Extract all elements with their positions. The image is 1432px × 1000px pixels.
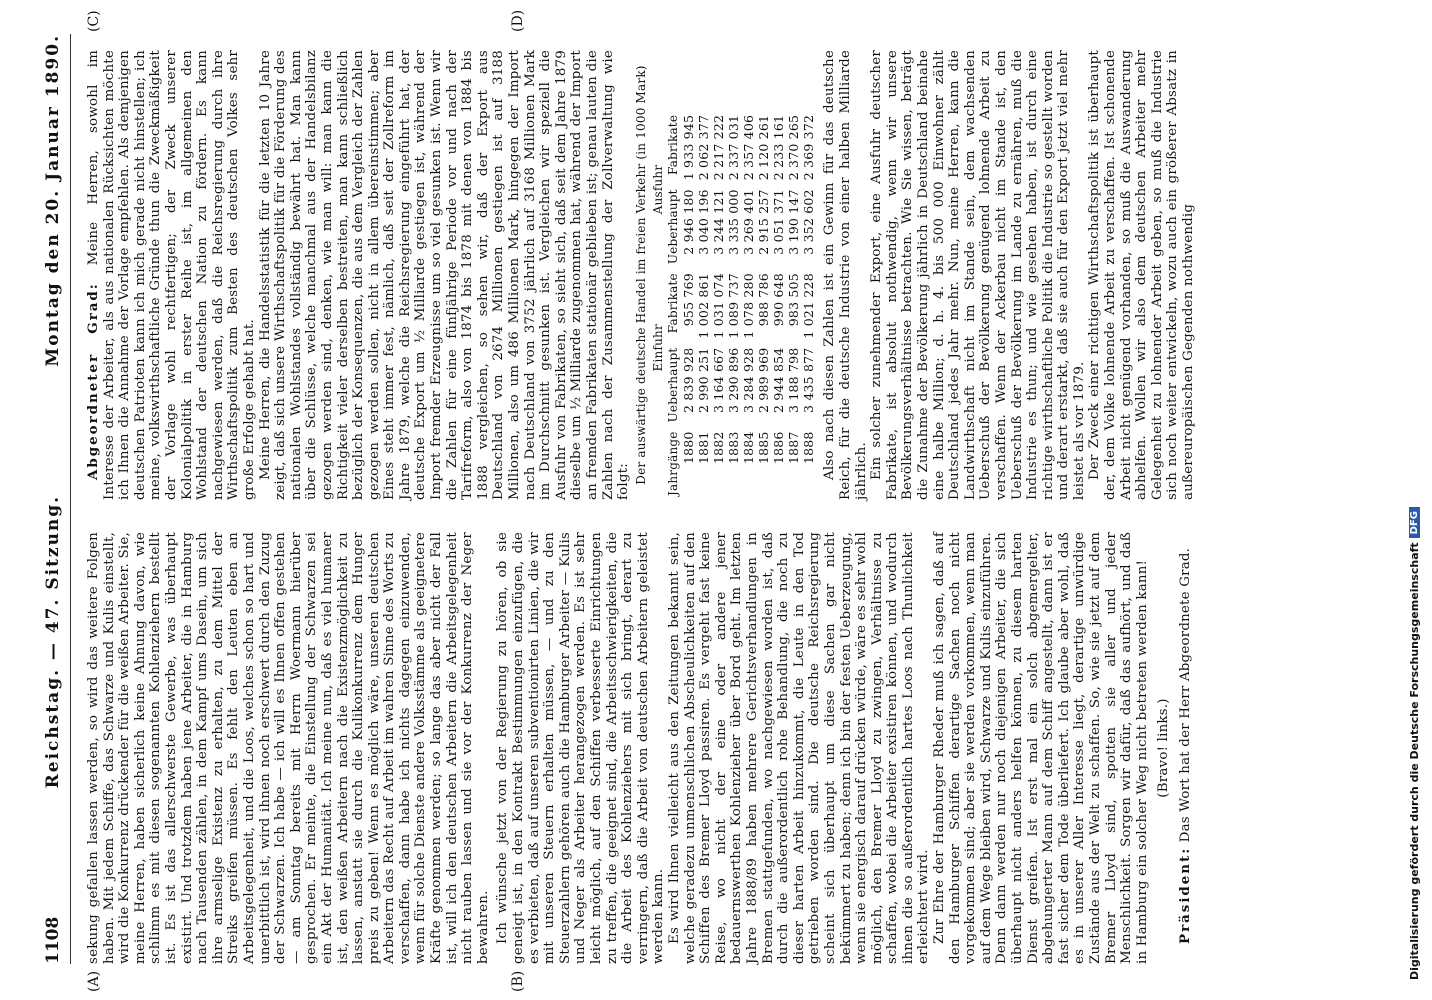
left-paragraph-3: Es wird Ihnen vielleicht aus den Zeitungen bekannt sein, welche geradezu unmenschlichen Abscheulichkeiten auf den Schiffen des Bremer Lloyd passiren. Es vergeht fast keine Reise, wo nicht der eine oder andere jener bedauernswerthen Kohlenzieher über Bord geht. Im letzten Jahre 1888/89 haben mehrere Gerichtsverhandlungen in Bremen stattgefunden, wo nachgewiesen worden ist, daß durch die außerordentlich rohe Behandlung, die noch zu dieser harten Arbeit hinzukommt, die Leute in den Tod getrieben worden sind. Die deutsche Reichsregierung scheint sich überhaupt um diese Sachen gar nicht bekümmert zu haben; denn ich bin der festen Ueberzeugung, wenn sie energisch darauf drücken würde, wäre es sehr wohl möglich, den Bremer Lloyd zu zwingen, Verhältnisse zu schaffen, wobei die Arbeiter existiren können, und wodurch ihnen die so außerordentlich hartes Loos nach Thunlichkeit erleichtert wird. [666,532,932,964]
margin-mark-b: (B) [510,970,526,992]
applause-note: (Bravo! links.) [1156,698,1172,798]
credit-text: Digitalisierung gefördert durch die Deutsche Forschungsgemeinschaft [1408,542,1421,980]
table-cell: 1881 [696,431,712,465]
table-group-export: Ausfuhr [651,164,666,215]
left-paragraph-2: Ich wünsche jetzt von der Regierung zu hören, ob sie geneigt ist, in den Kontrakt Bestimmungen einzufügen, die es verbieten, daß auf unseren subventionirten Linien, die wir mit unseren Steuern erhalten müssen, — und zu den Steuerzahlern gehören auch die Hamburger Arbeiter — Kulis und Neger als Arbeiter herangezogen werden. Es ist sehr leicht möglich, auf den Schiffen verbesserte Einrichtungen zu treffen, die geeignet sind, die Arbeitsschwierigkeiten, die die Arbeit des Kohlenziehers mit sich bringt, derart zu verringern, daß die Arbeit von deutschen Arbeitern geleistet werden kann. [495,532,667,964]
table-cell: 3 040 196 [696,189,712,255]
table-cell: 2 120 261 [756,114,772,181]
table-row [696,106,711,496]
right-paragraph-4: Ein solcher zunehmender Export, eine Ausfuhr deutscher Fabrikate, ist absolut nothwendig, wenn wir unsere Bevölkerungsverhältnisse betrachten. Wie Sie wissen, beträgt die Zunahme der Bevölkerung jährlich in Deutschland beinahe eine halbe Million; d. h. 4. bis 500 000 Einwohner zählt Deutschland jedes Jahr mehr. Nun, meine Herren, kann die Landwirthschaft nicht im Stande sein, dem wachsenden Ueberschuß der Bevölkerung genügend lohnende Arbeit zu verschaffen. Wenn der Ackerbau nicht im Stande ist, den Ueberschuß der Bevölkerung im Lande zu ernähren, muß die Industrie es thun; und wie gesehen haben, ist durch eine richtige wirthschaftliche Politik die Industrie so gestellt worden und derart erstarkt, daß sie auch für den Export jetzt viel mehr leistet als vor 1879. [869,50,1087,500]
table-header-cell: Jahrgänge [666,431,681,496]
table-cell: 1 021 228 [801,273,817,339]
table-caption: Der auswärtige deutsche Handel im freien Verkehr (in 1000 Mark) [633,65,648,485]
table-cell: 3 188 798 [786,347,802,413]
table-cell: 983 505 [786,273,802,327]
table-cell: 1 089 737 [726,273,742,339]
table-cell: 1886 [771,431,787,465]
table-cell: 3 435 877 [801,347,817,413]
table-row [801,106,816,496]
table-cell: 2 990 251 [696,347,712,413]
table-cell: 3 290 896 [726,347,742,413]
table-cell: 988 786 [756,273,772,327]
table-row [771,106,786,496]
table-cell: 1 933 945 [681,114,697,181]
table-cell: 2 915 257 [756,189,772,255]
table-cell: 2 357 406 [741,114,757,181]
margin-mark-d: (D) [510,9,526,32]
table-cell: 2 337 031 [726,114,742,181]
margin-mark-a: (A) [86,970,102,992]
table-cell: 2 839 928 [681,347,697,413]
table-cell: 3 190 147 [786,189,802,255]
right-paragraph-5: Der Zweck einer richtigen Wirthschaftspolitik ist überhaupt der, dem Volke lohnende Arbeit zu verschaffen. Ist schonende Arbeit nicht genügend vorhanden, so muß die Auswanderung abhelfen. Wollen wir also dem deutschen Arbeiter mehr Gelegenheit zu lohnender Arbeit geben, so muß die Industrie sich noch weiter entwickeln, wozu auch ein größerer Absatz in außereuropäischen Gegenden nothwendig [1087,50,1197,500]
table-cell: 3 269 401 [741,189,757,255]
table-group-row [651,106,666,496]
table-header-cell: Fabrikate [666,273,681,334]
table-cell: 2 217 222 [711,114,727,181]
trade-table [651,106,816,496]
digitization-credit [1408,280,1428,980]
table-cell: 955 769 [681,273,697,327]
table-cell: 1884 [741,431,757,465]
left-paragraph-4: Zur Ehre der Hamburger Rheder muß ich sagen, daß auf den Hamburger Schiffen derartige Sachen noch nicht vorgekommen sind; aber sie werden vorkommen, wenn man auf dem Wege bleiben wird, Schwarze und Kulis einzuführen. Denn dann werden nur noch diejenigen Arbeiter, die sich überhaupt nicht anders helfen können, zu diesem harten Dienst greifen. Ist erst mal ein solch abgemergelter, abgehungerter Mann auf dem Schiff angestellt, dann ist er fast sicher dem Tode überliefert. Ich glaube aber wohl, daß es in unserer Aller Interesse liegt, derartige unwürdige Zustände aus der Welt zu schaffen. So, wie sie jetzt auf dem Bremer Lloyd sind, spotten sie aller und jeder Menschlichkeit. Sorgen wir dafür, daß das aufhört, und daß in Hamburg ein solcher Weg nicht betreten werden kann! [932,532,1150,964]
table-cell: 1888 [801,431,817,465]
table-cell: 1882 [711,431,727,465]
table-cell: 990 648 [771,273,787,327]
president-label: Präsident: [1176,846,1193,944]
header-title-left: Reichstag. — 47. Sitzung. [43,494,63,789]
table-cell: 1887 [786,431,802,465]
table-header-cell: Ueberhaupt [666,347,681,423]
president-text: Das Wort hat der Herr Abgeordnete Grad. [1177,547,1193,843]
table-cell: 1 078 280 [741,273,757,339]
table-cell: 2 062 377 [696,114,712,181]
table-group-blank [651,422,666,496]
table-cell: 3 352 602 [801,189,817,255]
table-cell: 3 051 371 [771,189,787,255]
left-column [86,532,1194,964]
table-cell: 2 369 372 [801,114,817,181]
table-row [681,106,696,496]
table-row [786,106,801,496]
table-header-row [666,106,681,496]
table-row [711,106,726,496]
table-row [756,106,771,496]
table-cell: 1 002 861 [696,273,712,339]
page-header [40,34,66,964]
table-row [741,106,756,496]
table-cell: 1885 [756,431,772,465]
table-cell: 2 370 265 [786,114,802,181]
margin-mark-c: (C) [86,10,102,32]
right-column [86,50,1197,500]
header-rule [70,34,71,964]
table-cell: 1883 [726,431,742,465]
table-group-import: Einfuhr [651,324,666,372]
table-cell: 1880 [681,431,697,465]
right-paragraph-3: Also nach diesen Zahlen ist ein Gewinn für das deutsche Reich, für die deutsche Industrie von einer halben Milliarde jährlich. [822,50,869,500]
table-row [726,106,741,496]
right-paragraph-2: Meine Herren, die Handelsstatistik für die letzten 10 Jahre zeigt, daß sich unsere Wirthschaftspolitik für die Förderung des nationalen Wohlstandes vollständig bewährt hat. Man kann über die Schlüsse, welche manchmal aus der Handelsbilanz gezogen werden sind, denken, wie man will: man kann die Richtigkeit vieler derselben bestreiten, man kann schließlich bezüglich der Konsequenzen, die aus dem Vergleich der Zahlen gezogen werden sollen, nicht in allem übereinstimmen; aber Eines steht immer fest, nämlich, daß seit der Zollreform im Jahre 1879, welche die Reichsregierung eingeführt hat, der deutsche Export um ½ Milliarde gestiegen ist, während der Import fremder Erzeugnisse um so viel gesunken ist. Wenn wir die Zahlen für eine fünfjährige Periode vor und nach der Tarifreform, also von 1874 bis 1878 mit denen von 1884 bis 1888 vergleichen, so sehen wir, daß der Export aus Deutschland von 2674 Millionen gestiegen ist auf 3188 Millionen, also um 486 Millionen Mark, hingegen der Import nach Deutschland von 3752 jährlich auf 3168 Millionen Mark im Durchschnitt gesunken ist. Vergleichen wir speziell die Ausfuhr von Fabrikaten, so sieht sich, daß seit dem Jahre 1879 dieselbe um ½ Milliarde zugenommen hat, während der Import an fremden Fabrikaten stationär geblieben ist; genau lauten die Zahlen nach der Zusammenstellung der Zollverwaltung wie folgt: [257,50,632,500]
president-statement [1178,532,1194,964]
left-paragraph-1: sekung gefallen lassen werden, so wird das weitere Folgen haben. Mit jedem Schiffe, das Schwarze und Kulis einstellt, wird die Konkurrenz drückender für die weißen Arbeiter. Sie, meine Herren, haben sicherlich keine Ahnung davon, wie schlimm es mit diesen sogenannten Kohlenziehern bestellt ist. Es ist das allerschwerste Gewerbe, was überhaupt existirt. Und trotzdem haben jene Arbeiter, die in Hamburg nach Tausenden zählen, in dem Kampf ums Dasein, um sich ihre armselige Existenz zu erhalten, zu dem Mittel der Streiks greifen müssen. Es fehlt den Leuten eben an Arbeitsgelegenheit, und die Loos, welches schon so hart und unerbittlich ist, wird ihnen noch erschwert durch den Zuzug der Schwarzen. Ich habe — ich will es Ihnen offen gestehen — am Sonntag bereits mit Herrn Woermann hierüber gesprochen. Er meinte, die Einstellung der Schwarzen sei ein Akt der Humanität. Ich meine nun, daß es viel humaner ist, den weißen Arbeitern nach die Existenzmöglichkeit zu lassen, anstatt sie durch die Kulikonkurrenz dem Hunger preis zu geben! Wenn es möglich wäre, unseren deutschen Arbeitern das Recht auf Arbeit im wahren Sinne des Worts zu verschaffen, dann habe ich nichts dagegen einzuwenden, wenn für solche Dienste andere Volksstämme als geeignetere Kräfte genommen werden; so lange das aber nicht der Fall ist, will ich den deutschen Arbeitern die Arbeitsgelegenheit nicht rauben lassen und sie vor der Konkurrenz der Neger bewahren. [86,532,491,964]
table-cell: 3 335 000 [726,189,742,255]
table-header-cell: Ueberhaupt [666,189,681,265]
dfg-logo: DFG [1409,507,1420,538]
table-cell: 2 989 969 [756,347,772,413]
table-cell: 3 244 121 [711,189,727,255]
speaker-text: Meine Herren, sowohl im Interesse der Arbeiter, als aus nationalen Rücksichten möchte ich Ihnen die Annahme der Vorlage empfehlen. Als demjenigen deutschen Patrioten kann ich mich gerade nicht hinstellen; ich meine, volkswirthschaftliche Gründe thun die Zweckmäßigkeit der Vorlage wohl rechtfertigen; der Zweck unserer Kolonialpolitik in erster Reihe ist, im allgemeinen den Wohlstand der deutschen Nation zu fördern. Es kann nachgewiesen werden, daß die Reichsregierung durch ihre Wirthschaftspolitik zum Besten des deutschen Volkes sehr große Erfolge gehabt hat. [86,50,257,500]
speaker-label: Abgeordneter Grad: [85,282,101,480]
table-cell: 2 946 180 [681,189,697,255]
table-cell: 1 031 074 [711,273,727,339]
table-header-cell: Fabrikate [666,114,681,175]
digitization-credit-text [1408,280,1421,980]
header-title-right: Montag den 20. Januar 1890. [43,34,63,367]
page-number: 1108 [43,916,63,964]
table-cell: 2 233 161 [771,114,787,181]
table-cell: 3 284 928 [741,347,757,413]
table-cell: 3 164 667 [711,347,727,413]
table-cell: 2 944 854 [771,347,787,413]
right-paragraph-1 [86,50,258,500]
